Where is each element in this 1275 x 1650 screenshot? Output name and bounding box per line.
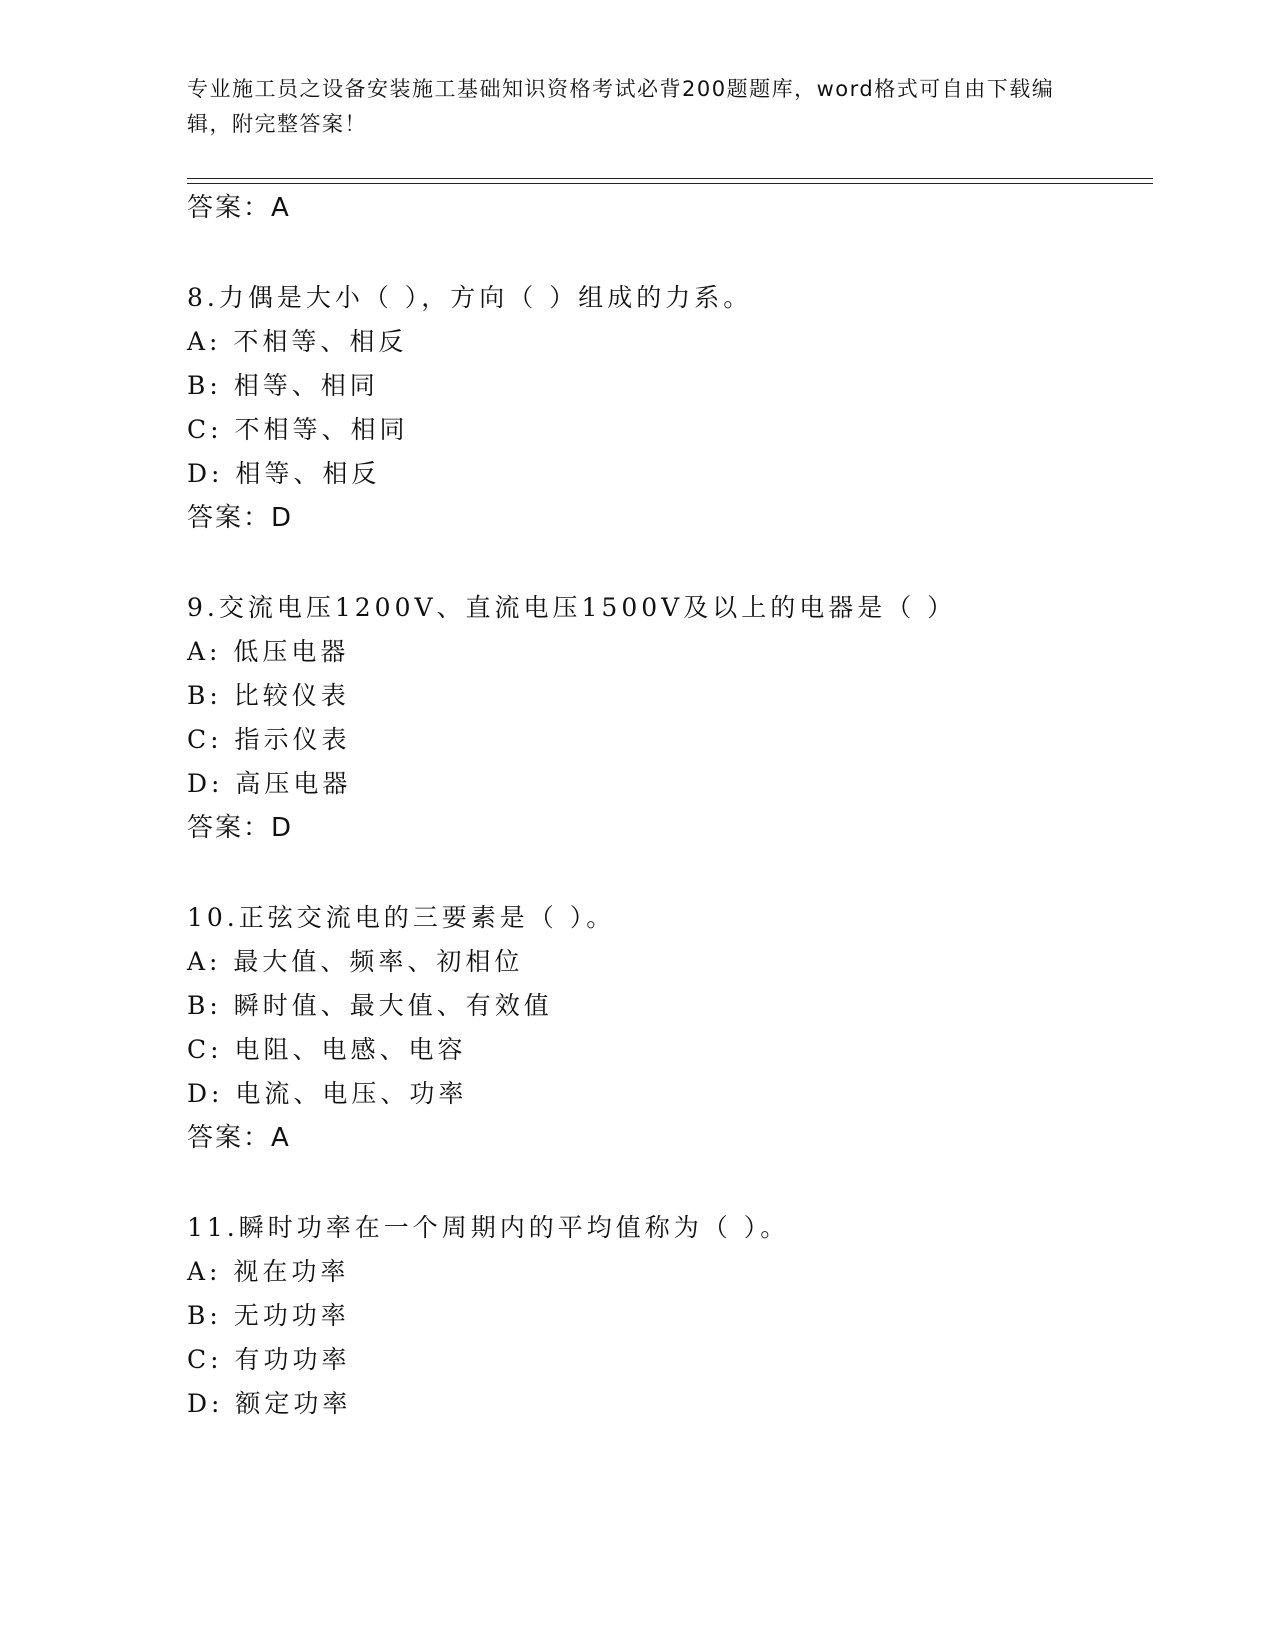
- question-9-option-d: D: 高压电器: [187, 769, 352, 798]
- question-11-stem: 11.瞬时功率在一个周期内的平均值称为（ ）。: [187, 1213, 790, 1242]
- question-11-option-b: B: 无功功率: [187, 1301, 350, 1330]
- question-8-option-c: C: 不相等、相同: [187, 415, 409, 444]
- question-10-answer: 答案：A: [187, 1123, 291, 1153]
- page-header: 专业施工员之设备安装施工基础知识资格考试必背200题题库，word格式可自由下载编辑，附完整答案！: [187, 77, 1055, 136]
- question-9-option-b: B: 比较仪表: [187, 681, 350, 710]
- question-11-option-c: C: 有功功率: [187, 1345, 351, 1374]
- question-8-option-a: A: 不相等、相反: [187, 327, 408, 356]
- question-10-option-d: D: 电流、电压、功率: [187, 1079, 468, 1108]
- header-rule-bottom: [187, 183, 1153, 184]
- question-10-stem: 10.正弦交流电的三要素是（ ）。: [187, 903, 616, 932]
- question-9-option-c: C: 指示仪表: [187, 725, 351, 754]
- question-9-option-a: A: 低压电器: [187, 637, 350, 666]
- question-11-option-d: D: 额定功率: [187, 1389, 352, 1418]
- question-10-option-a: A: 最大值、频率、初相位: [187, 947, 524, 976]
- answer-prev: 答案：A: [187, 193, 291, 223]
- question-8-option-b: B: 相等、相同: [187, 371, 379, 400]
- question-9-answer: 答案：D: [187, 813, 294, 843]
- question-8-answer: 答案：D: [187, 503, 294, 533]
- question-10-option-c: C: 电阻、电感、电容: [187, 1035, 467, 1064]
- question-11-option-a: A: 视在功率: [187, 1257, 350, 1286]
- header-rule-top: [187, 178, 1153, 179]
- question-10-option-b: B: 瞬时值、最大值、有效值: [187, 991, 553, 1020]
- question-9-stem: 9.交流电压1200V、直流电压1500V及以上的电器是（ ）: [187, 593, 957, 622]
- question-8-stem: 8.力偶是大小（ ），方向（ ）组成的力系。: [187, 283, 753, 312]
- question-8-option-d: D: 相等、相反: [187, 459, 381, 488]
